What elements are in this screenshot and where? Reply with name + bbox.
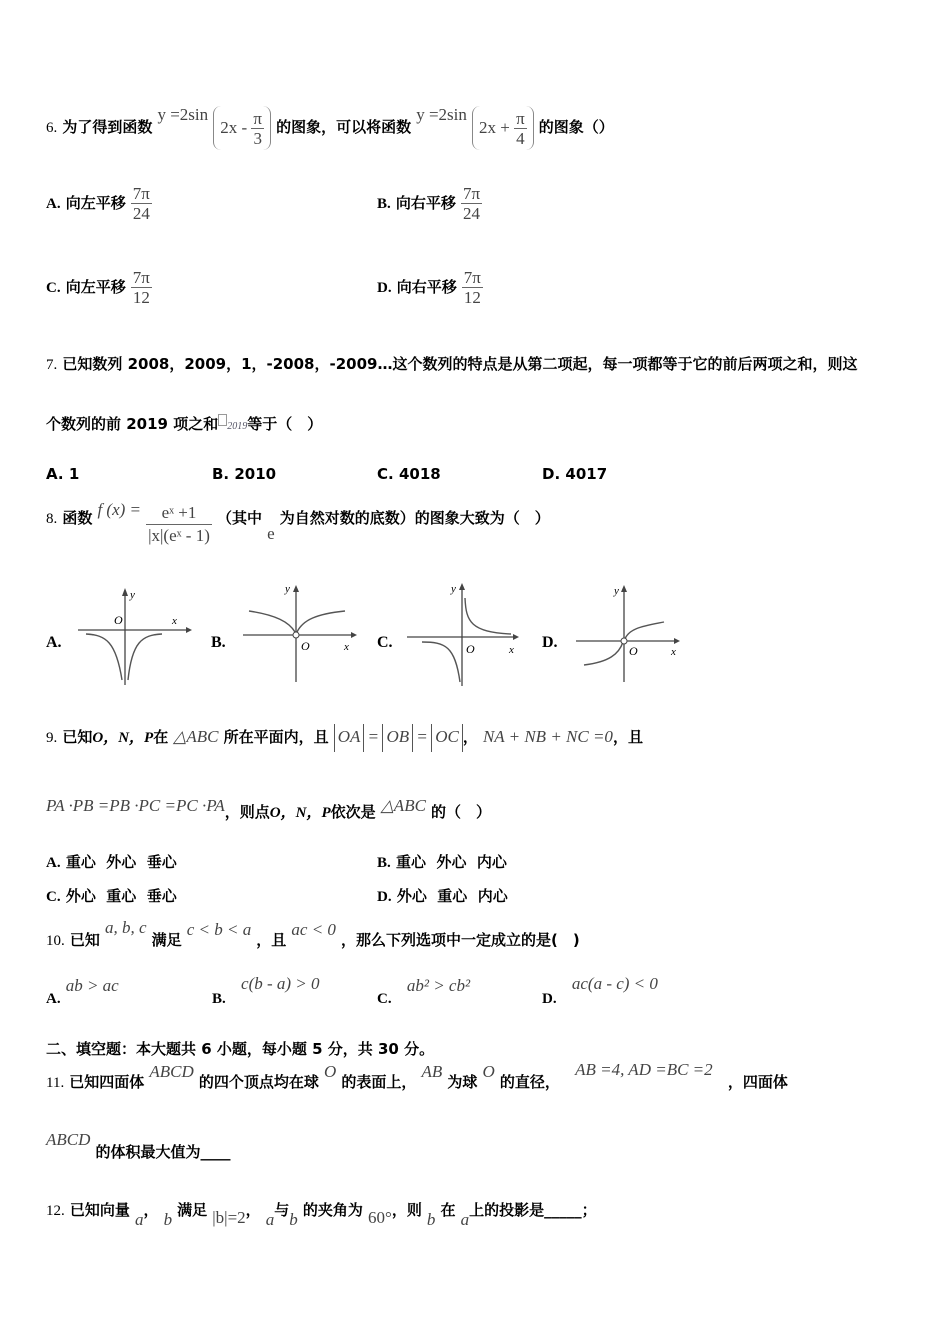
svg-text:O: O [466, 642, 475, 656]
q12-text-d: 的夹角为 [302, 1201, 363, 1219]
q11-ab: AB [421, 1062, 443, 1081]
q6-option-b[interactable] [377, 184, 482, 223]
q7-text-1: 已知数列 2008，2009，1，-2008，-2009…这个数列的特点是从第二项起，每一项都等于它的前后两项之和，则这 [62, 355, 858, 373]
graph-a-icon [76, 582, 196, 687]
option-text: 向右平移 [396, 278, 457, 296]
frac-den: 24 [463, 204, 481, 223]
frac-den: |x|(eˣ - 1) [148, 526, 210, 545]
q7-stem-line1 [46, 352, 857, 377]
q6-frac1 [251, 109, 264, 148]
option-label: A. [46, 855, 61, 871]
q10-cond1: c < b < a [186, 920, 252, 939]
q6-arg2 [472, 106, 534, 150]
q7-option-a[interactable] [46, 465, 79, 483]
option-text: 向左平移 [65, 194, 126, 212]
q8-text-c: 为自然对数的底数）的图象大致为（ ） [279, 509, 550, 527]
q6-text-a: 为了得到函数 [62, 118, 153, 136]
q8-number: 8. [46, 511, 58, 527]
q12-vector-a: a [265, 1210, 275, 1229]
q6-text-c: 的图象（） [538, 118, 614, 136]
q9-points: O，N，P [92, 730, 154, 746]
q9-eq3: PA ·PB =PB ·PC =PC ·PA [46, 796, 225, 815]
missing-glyph-icon [218, 414, 227, 426]
q10-cond2: ac < 0 [291, 920, 336, 939]
q12-cond: |b|=2 [212, 1208, 246, 1227]
option-label: B. [211, 634, 226, 651]
q11-text-d: 为球 [447, 1073, 478, 1091]
q10-stem [46, 920, 580, 961]
q6-option-d[interactable] [377, 268, 483, 307]
option-text: 外心 重心 内心 [396, 887, 508, 905]
q12-stem [46, 1192, 597, 1229]
option-label: C. [46, 280, 61, 296]
q9-stem-line1: 9. 已知O，N，P在 △ABC 所在平面内，且 OA = OB = OC ， NA + NB + NC =0，且 [46, 722, 643, 753]
option-expr: ab > ac [65, 976, 119, 995]
q10-vars: a, b, c [104, 918, 147, 937]
q10-text-a: 已知 [69, 931, 100, 949]
q6-option-a[interactable] [46, 184, 152, 223]
q6-func2: y =2sin [416, 105, 467, 124]
q11-text-c: 的表面上， [341, 1073, 417, 1091]
q11-text-f: ，四面体 [727, 1073, 788, 1091]
q9-text-e: ，则点 [224, 803, 270, 821]
option-text: 重心 外心 垂心 [65, 853, 177, 871]
svg-text:x: x [509, 644, 514, 656]
q10-option-c[interactable] [377, 978, 470, 1019]
option-label: D. [377, 889, 392, 905]
q9-text-a: 已知 [62, 728, 93, 746]
option-fraction [462, 268, 483, 307]
svg-text:y: y [451, 583, 456, 595]
q9-triangle: △ABC [173, 727, 219, 746]
q12-angle: 60° [368, 1208, 392, 1227]
q9-text-d: ，且 [612, 728, 643, 746]
option-label: A. [46, 634, 62, 651]
svg-text:O: O [629, 644, 638, 658]
q6-option-c[interactable] [46, 268, 152, 307]
q9-option-d[interactable] [377, 885, 508, 906]
option-text: 重心 外心 内心 [396, 853, 507, 871]
graph-d-icon [574, 582, 704, 687]
option-label: C. [46, 889, 61, 905]
option-text: 4017 [565, 465, 608, 483]
svg-text:x: x [671, 646, 676, 658]
frac-num: 7π [132, 268, 150, 287]
q9-text-f: 依次是 [330, 803, 376, 821]
q8-fx: f (x) = [97, 500, 142, 519]
option-label: C. [377, 991, 392, 1007]
option-text: 向左平移 [65, 278, 126, 296]
graph-c-icon [405, 582, 535, 687]
q10-text-b: 满足 [151, 931, 182, 949]
section-2-heading: 二、填空题：本大题共 6 小题，每小题 5 分，共 30 分。 [46, 1040, 435, 1058]
q12-vector-b: b [163, 1210, 173, 1229]
svg-text:x: x [172, 615, 177, 627]
frac-den: 3 [253, 129, 262, 149]
q11-text-e: 的直径， [499, 1073, 560, 1091]
option-text: 2010 [234, 465, 277, 483]
q11-abcd: ABCD [149, 1062, 194, 1081]
frac-den: 4 [516, 129, 525, 149]
option-label: A. [46, 196, 61, 212]
q8-text-a: 函数 [62, 509, 93, 527]
q8-e: e [267, 524, 275, 543]
option-fraction [131, 184, 152, 223]
q10-number: 10. [46, 933, 65, 949]
q11-cond: AB =4, AD =BC =2 [575, 1060, 713, 1079]
q11-text-g: 的体积最大值为____ [95, 1143, 231, 1161]
q8-fraction [146, 502, 212, 547]
q11-abcd: ABCD [46, 1130, 91, 1149]
option-label: C. [377, 465, 394, 483]
q8-text-b: （其中 [216, 509, 262, 527]
q6-number: 6. [46, 120, 58, 136]
q8-stem [46, 502, 550, 562]
frac-num: 7π [463, 268, 481, 287]
q11-stem-line1 [46, 1062, 788, 1103]
q7-stem-line2 [46, 412, 322, 439]
q6-arg2-text: 2x + [478, 117, 510, 137]
frac-num: 7π [132, 184, 150, 203]
q12-text-f: 在 [440, 1201, 456, 1219]
option-label: A. [46, 465, 64, 483]
q12-text-c: 与 [274, 1201, 290, 1219]
q11-text-a: 已知四面体 [69, 1073, 145, 1091]
q9-text-b: 在 [153, 728, 169, 746]
option-text: 向右平移 [395, 194, 456, 212]
frac-num: π [516, 109, 525, 129]
svg-text:y: y [285, 583, 290, 595]
q12-sep: ， [245, 1201, 261, 1219]
option-label: C. [377, 634, 393, 651]
option-text: 4018 [398, 465, 441, 483]
svg-text:y: y [614, 585, 619, 597]
frac-den: 12 [132, 288, 150, 307]
q6-stem [46, 104, 614, 150]
q12-text-g: 上的投影是_____； [469, 1201, 597, 1219]
option-label: B. [212, 465, 230, 483]
q6-arg1 [213, 106, 271, 150]
q10-option-b[interactable] [212, 974, 320, 1019]
q12-text-e: ，则 [391, 1201, 422, 1219]
q9-points: O，N，P [269, 805, 331, 821]
q9-option-b[interactable] [377, 851, 507, 872]
q7-option-c[interactable] [377, 465, 441, 483]
q12-vector-a: a [134, 1210, 144, 1229]
q9-eq2: NA + NB + NC =0 [482, 727, 613, 746]
q7-option-b[interactable] [212, 465, 276, 483]
q11-stem-line2 [46, 1132, 231, 1172]
q7-text-2a: 个数列的前 2019 项之和 [46, 415, 219, 433]
option-label: B. [212, 991, 226, 1007]
q6-frac2 [514, 109, 527, 148]
option-label: A. [46, 991, 61, 1007]
q7-number: 7. [46, 357, 58, 373]
q12-sep: ， [143, 1201, 159, 1219]
q9-stem-line2 [46, 798, 491, 827]
option-label: B. [377, 196, 391, 212]
frac-num: 7π [462, 184, 481, 203]
option-expr: ab² > cb² [406, 976, 471, 995]
q12-vector-b: b [426, 1210, 436, 1229]
svg-text:y: y [130, 589, 135, 601]
q6-func1: y =2sin [157, 105, 209, 124]
q8-option-a[interactable] [46, 582, 196, 687]
option-label: D. [542, 634, 558, 651]
svg-text:x: x [344, 641, 349, 653]
q10-text-d: ，那么下列选项中一定成立的是( ) [341, 931, 580, 949]
q8-option-d[interactable] [542, 582, 692, 687]
q6-arg1-text: 2x - [220, 117, 248, 137]
q9-number: 9. [46, 730, 58, 746]
q11-o: O [482, 1062, 495, 1081]
option-text: 外心 重心 垂心 [65, 887, 177, 905]
option-text: 1 [68, 465, 80, 483]
q11-number: 11. [46, 1075, 65, 1091]
option-label: D. [377, 280, 392, 296]
q9-oa: OA [334, 724, 365, 752]
q6-text-b: 的图象，可以将函数 [276, 118, 412, 136]
q9-option-a[interactable] [46, 851, 177, 872]
option-label: D. [542, 991, 557, 1007]
option-expr: c(b - a) > 0 [241, 974, 320, 993]
svg-text:O: O [114, 613, 123, 627]
frac-den: 24 [132, 204, 150, 223]
q9-comma: ， [462, 728, 478, 746]
q12-text-a: 已知向量 [69, 1201, 130, 1219]
q9-oc: OC [431, 724, 463, 752]
q12-vector-b: b [289, 1210, 298, 1229]
q12-number: 12. [46, 1203, 65, 1219]
q10-option-d[interactable] [542, 974, 658, 1019]
q9-text-c: 所在平面内，且 [223, 728, 329, 746]
option-expr: ac(a - c) < 0 [571, 974, 658, 993]
q7-text-2b: 等于（ ） [247, 415, 323, 433]
q10-text-c: ，且 [256, 931, 287, 949]
q8-option-c[interactable] [377, 582, 527, 687]
option-fraction [131, 268, 152, 307]
q9-triangle: △ABC [380, 796, 426, 815]
q11-text-b: 的四个顶点均在球 [198, 1073, 319, 1091]
q12-vector-a: a [460, 1210, 470, 1229]
q9-text-g: 的（ ） [431, 803, 492, 821]
q11-o: O [324, 1062, 337, 1081]
graph-b-icon [241, 582, 371, 687]
option-label: B. [377, 855, 391, 871]
frac-num: π [253, 109, 262, 129]
frac-den: 12 [463, 288, 481, 307]
q10-option-a[interactable] [46, 978, 119, 1019]
q8-option-b[interactable] [211, 582, 361, 687]
q7-option-d[interactable] [542, 465, 607, 483]
q12-text-b: 满足 [177, 1201, 208, 1219]
svg-text:O: O [301, 639, 310, 653]
q7-symbol: 2019 [227, 421, 248, 432]
q9-option-c[interactable] [46, 885, 177, 906]
frac-num: eˣ +1 [146, 502, 212, 525]
q9-ob: OB [382, 724, 413, 752]
option-label: D. [542, 465, 561, 483]
option-fraction [461, 184, 482, 223]
